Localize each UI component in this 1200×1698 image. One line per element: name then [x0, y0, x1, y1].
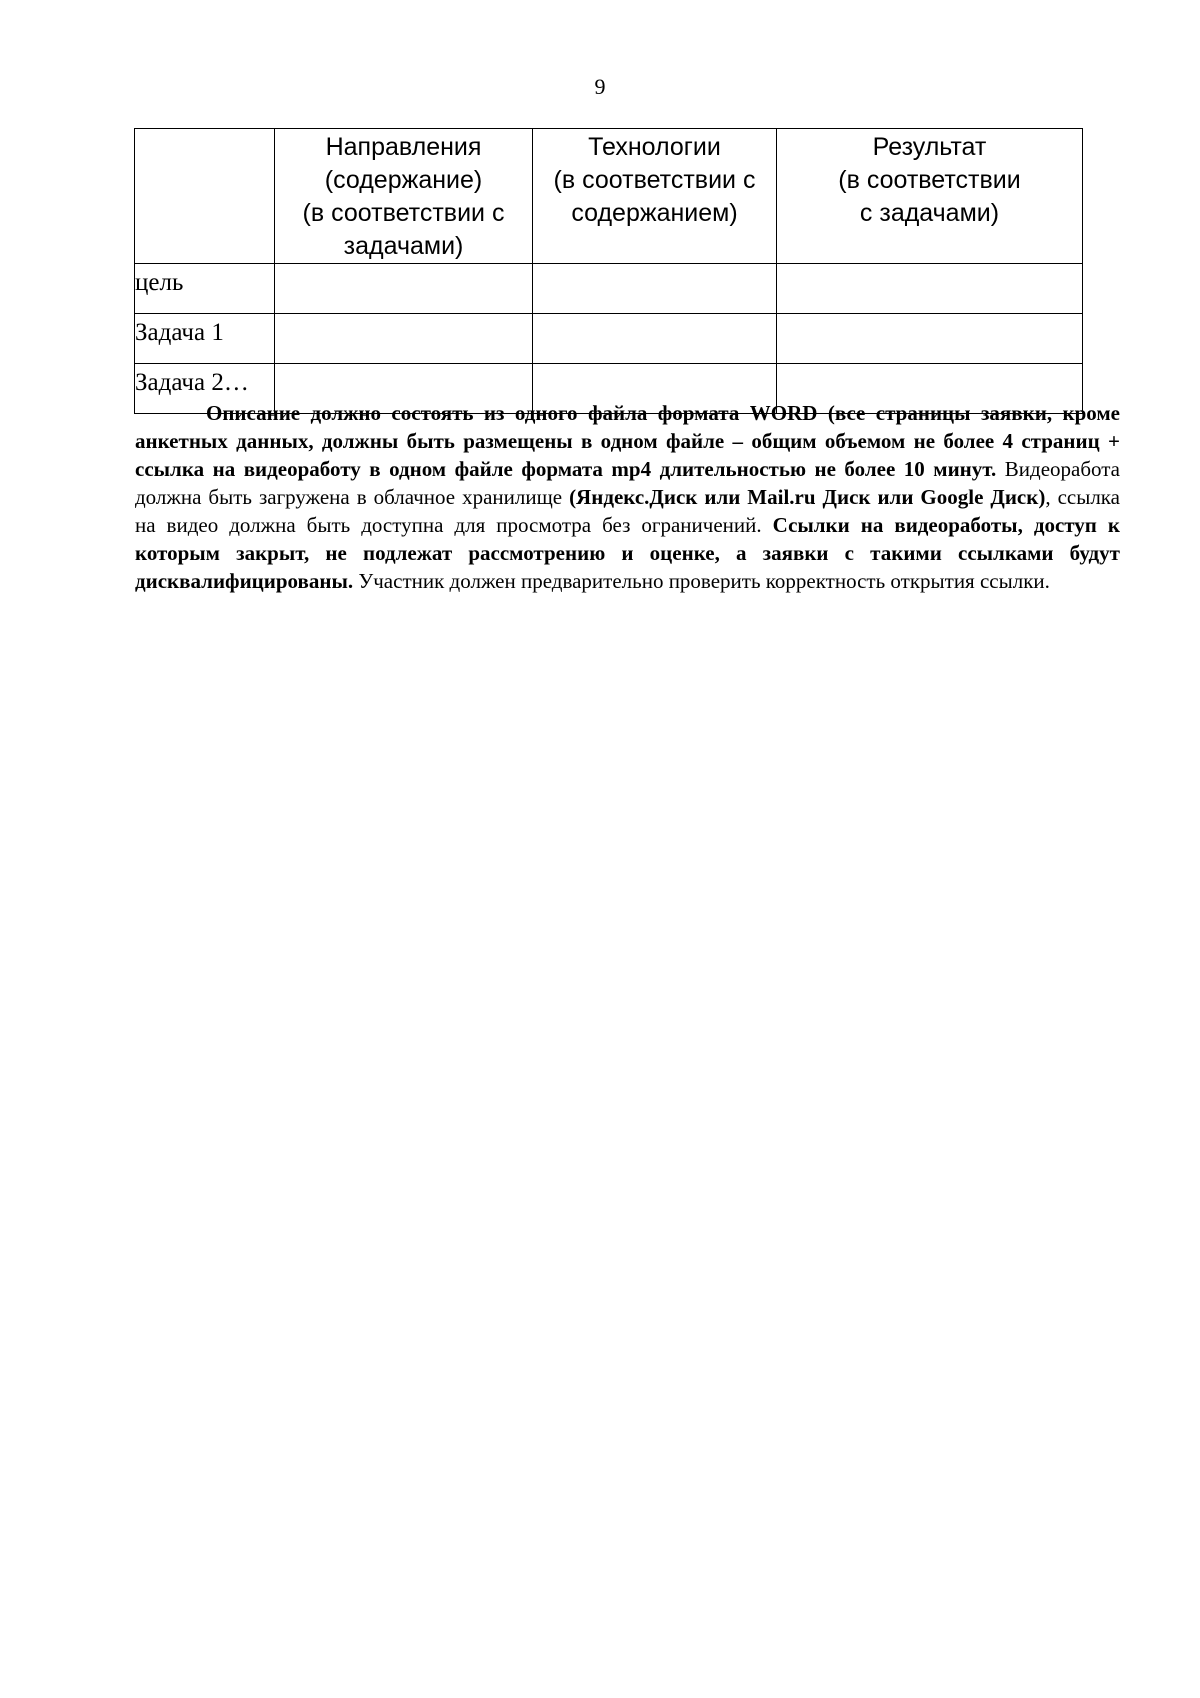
table-header-row — [135, 129, 1083, 264]
table-row — [135, 264, 1083, 314]
table-cell — [777, 264, 1083, 314]
header-line: (в соответствии — [838, 166, 1021, 194]
header-result — [777, 129, 1083, 264]
header-line: (содержание) — [324, 166, 483, 194]
table-cell — [777, 314, 1083, 364]
header-line: Направления — [325, 133, 482, 161]
header-line: (в соответствии с — [302, 199, 505, 227]
header-line: Технологии — [588, 133, 721, 161]
description-bold-disqualification: Ссылки на видеоработы, доступ к которым закрыт, не подлежат рассмотрению и оценке, а заявки с такими ссылками будут дисквалифицированы. — [135, 513, 1120, 593]
header-directions — [275, 129, 533, 264]
table-cell — [533, 314, 777, 364]
header-line: (в соответствии с — [553, 166, 756, 194]
description-check-text: Участник должен предварительно проверить корректность открытия ссылки. — [353, 569, 1050, 593]
row-label-task-1: Задача 1 — [135, 314, 275, 364]
header-technologies — [533, 129, 777, 264]
table-cell — [275, 264, 533, 314]
table-row — [135, 314, 1083, 364]
header-line: задачами) — [343, 232, 464, 260]
table-cell — [275, 314, 533, 364]
page-number: 9 — [594, 74, 606, 99]
description-paragraph — [135, 399, 1120, 595]
header-line: с задачами) — [859, 199, 1000, 227]
description-access-text: , ссылка на видео должна быть доступна для просмотра без ограничений. — [135, 485, 1121, 537]
table-cell — [533, 264, 777, 314]
header-line: Результат — [872, 133, 987, 161]
header-empty-cell — [135, 129, 275, 264]
row-label-goal: цель — [135, 264, 275, 314]
description-upload-text: Видеоработа должна быть загружена в облачное хранилище — [135, 457, 1120, 509]
requirements-table — [134, 128, 1083, 414]
row-label-task-2: Задача 2… — [135, 364, 275, 414]
header-line: содержанием) — [571, 199, 738, 227]
description-bold-requirements: Описание должно состоять из одного файла формата WORD (все страницы заявки, кроме анкетных данных, должны быть размещены в одном файле – общим объемом не более 4 страниц + ссылка на видеоработу в одном файле формата mp4 длительностью не более 10 минут. — [135, 401, 1120, 481]
description-bold-storage: (Яндекс.Диск или Mail.ru Диск или Google Диск) — [569, 485, 1046, 509]
